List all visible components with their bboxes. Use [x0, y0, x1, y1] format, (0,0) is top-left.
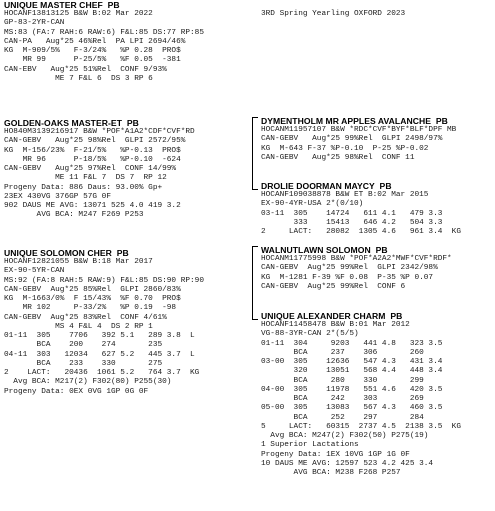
dam-line: HOCANF12821055 B&W B:18 Mar 2017: [4, 258, 153, 266]
paternal-grandsire-line: CAN-GEBV Aug*25 99%Rel GLPI 2498/97%: [261, 135, 443, 144]
paternal-granddam-line: EX-90-4YR-USA 2*(0/10): [261, 200, 364, 209]
dam-line: MR 102 P-33/2% %P 0.19 -98: [4, 304, 177, 313]
maternal-granddam-line: BCA 237 306 260: [261, 348, 424, 357]
animal-block: [4, 0, 204, 84]
sire-line: 23EX 430VG 376GP 57G 0F: [4, 192, 111, 201]
maternal-granddam-line: 320 13051 568 4.4 448 3.4: [261, 367, 443, 376]
paternal-grandsire-line: KG M-643 F-37 %P-0.10 P-25 %P-0.02: [261, 144, 429, 153]
bracket-lower: [252, 246, 253, 320]
bracket-upper-bottom: [252, 189, 258, 190]
paternal-granddam-line: 333 15413 646 4.2 504 3.3: [261, 218, 443, 227]
dam-line: BCA 200 274 235: [4, 341, 163, 350]
paternal-granddam-name: DROLIE DOORMAN MAYCY PB: [261, 181, 392, 191]
maternal-granddam-line: AVG BCA: M238 F268 P257: [261, 469, 401, 477]
animal-line: GP-83-2YR-CAN: [4, 19, 65, 28]
paternal-granddam-block: [261, 181, 461, 237]
paternal-grandsire-line: HOCANM11957107 B&W *RDC*CVF*BYF*BLF*DPF MB: [261, 126, 457, 134]
dam-block: [4, 248, 204, 397]
bracket-lower-top: [252, 246, 258, 247]
dam-line: KG M-1663/0% F 15/43% %F 0.70 PRO$: [4, 295, 181, 303]
maternal-granddam-line: VG-88-3YR-CAN 2*(5/5): [261, 330, 359, 339]
sire-line: KG M-156/23% F-21/5% %P-0.13 PRO$: [4, 146, 181, 155]
dam-line: Progeny Data: 0EX 0VG 1GP 0G 0F: [4, 387, 149, 396]
animal-line: CAN-EBV Aug*25 51%Rel CONF 9/93%: [4, 65, 167, 74]
dam-line: CAN-GEBV Aug*25 85%Rel GLPI 2860/83%: [4, 285, 181, 294]
maternal-grandsire-name: WALNUTLAWN SOLOMON PB: [261, 245, 388, 255]
maternal-grandsire-line: KG M-1281 F-39 %F 0.08 P-35 %P 0.07: [261, 273, 434, 282]
maternal-granddam-block: [261, 311, 461, 478]
maternal-granddam-line: 10 DAUS ME AVG: 12597 523 4.2 425 3.4: [261, 459, 434, 468]
sire-block: [4, 118, 195, 221]
paternal-granddam-line: HOCANF109038878 B&W ET B:02 Mar 2015: [261, 191, 429, 199]
dam-line: Avg BCA: M217(2) F302(80) P255(30): [4, 378, 172, 387]
maternal-granddam-line: HOCANF11458478 B&W B:01 Mar 2012: [261, 321, 410, 329]
maternal-granddam-line: BCA 252 297 284: [261, 413, 424, 422]
sire-line: MR 96 P-18/5% %P-0.10 -624: [4, 155, 181, 164]
maternal-granddam-line: 04-00 305 11978 551 4.6 420 3.5: [261, 385, 443, 394]
sire-line: AVG BCA: M247 F269 P253: [4, 211, 144, 220]
maternal-granddam-line: BCA 242 303 269: [261, 395, 424, 403]
animal-line: HOCANF13813125 B&W B:02 Mar 2022: [4, 10, 153, 18]
maternal-grandsire-block: [261, 245, 452, 292]
paternal-granddam-line: 2 LACT: 28082 1305 4.6 961 3.4 KG: [261, 228, 461, 236]
maternal-granddam-name: UNIQUE ALEXANDER CHARM PB: [261, 311, 403, 321]
sire-line: CAN-GEBV Aug*25 97%Rel CONF 14/99%: [4, 165, 177, 173]
sire-line: CAN-GEBV Aug*25 98%Rel GLPI 2572/95%: [4, 137, 186, 146]
animal-line: CAN-PA Aug*25 46%Rel PA LPI 2694/46%: [4, 37, 186, 46]
bracket-upper-top: [252, 117, 258, 118]
sire-line: 902 DAUS ME AVG: 13071 525 4.0 419 3.2: [4, 202, 181, 210]
maternal-grandsire-line: HOCANM11775998 B&W *POF*A2A2*MWF*CVF*RDF*: [261, 255, 452, 263]
dam-line: BCA 233 330 275: [4, 359, 163, 368]
maternal-granddam-line: 01-11 304 9203 441 4.8 323 3.5: [261, 339, 443, 348]
dam-line: 2 LACT: 20436 1061 5.2 764 3.7 KG: [4, 369, 200, 377]
sire-name: GOLDEN-OAKS MASTER-ET PB: [4, 118, 139, 128]
dam-line: 04-11 303 12034 627 5.2 445 3.7 L: [4, 350, 195, 359]
maternal-grandsire-line: CAN-GEBV Aug*25 99%Rel CONF 6: [261, 282, 406, 291]
dam-line: CAN-GEBV Aug*25 83%Rel CONF 4/61%: [4, 313, 167, 322]
dam-line: EX-90-5YR-CAN: [4, 267, 65, 276]
sire-line: ME 11 F&L 7 DS 7 RP 12: [4, 174, 167, 183]
animal-line: MS:83 (FA:7 RAH:6 RAW:6) F&L:85 DS:77 RP:85: [4, 28, 204, 37]
bracket-lower-bottom: [252, 319, 258, 320]
maternal-granddam-line: Progeny Data: 1EX 10VG 1GP 1G 0F: [261, 450, 410, 459]
bracket-upper: [252, 117, 253, 190]
sire-line: Progeny Data: 886 Daus: 93.00% Gp+: [4, 183, 163, 192]
paternal-granddam-line: 03-11 305 14724 611 4.1 479 3.3: [261, 209, 443, 218]
sire-line: HO840M3139216917 B&W *POF*A1A2*CDF*CVF*RD: [4, 128, 195, 136]
animal-line: ME 7 F&L 6 DS 3 RP 6: [4, 74, 153, 83]
sale-title: 3RD Spring Yearling OXFORD 2023: [261, 10, 406, 18]
animal-name: UNIQUE MASTER CHEF PB: [4, 0, 120, 10]
dam-name: UNIQUE SOLOMON CHER PB: [4, 248, 129, 258]
dam-line: MS 4 F&L 4 DS 2 RP 1: [4, 322, 153, 331]
dam-line: 01-11 305 7706 392 5.1 289 3.8 L: [4, 332, 195, 340]
dam-line: MS:92 (FA:8 RAH:5 RAW:9) F&L:85 DS:90 RP:90: [4, 276, 204, 285]
animal-line: MR 99 P-25/5% %F 0.05 -381: [4, 56, 181, 65]
animal-line: KG M-909/5% F-3/24% %P 0.28 PRO$: [4, 47, 181, 55]
paternal-grandsire-block: [261, 116, 456, 163]
maternal-granddam-line: 1 Superior Lactations: [261, 441, 359, 450]
maternal-granddam-line: Avg BCA: M247(2) F302(50) P275(19): [261, 432, 429, 440]
maternal-granddam-line: 5 LACT: 60315 2737 4.5 2138 3.5 KG: [261, 422, 461, 431]
paternal-grandsire-name: DYMENTHOLM MR APPLES AVALANCHE PB: [261, 116, 448, 126]
maternal-granddam-line: 05-00 305 13083 567 4.3 460 3.5: [261, 404, 443, 413]
maternal-granddam-line: 03-00 305 12636 547 4.3 431 3.4: [261, 358, 443, 366]
maternal-grandsire-line: CAN-GEBV Aug*25 99%Rel GLPI 2342/98%: [261, 264, 438, 273]
paternal-grandsire-line: CAN-GEBV Aug*25 98%Rel CONF 11: [261, 153, 415, 162]
maternal-granddam-line: BCA 280 330 299: [261, 376, 424, 385]
